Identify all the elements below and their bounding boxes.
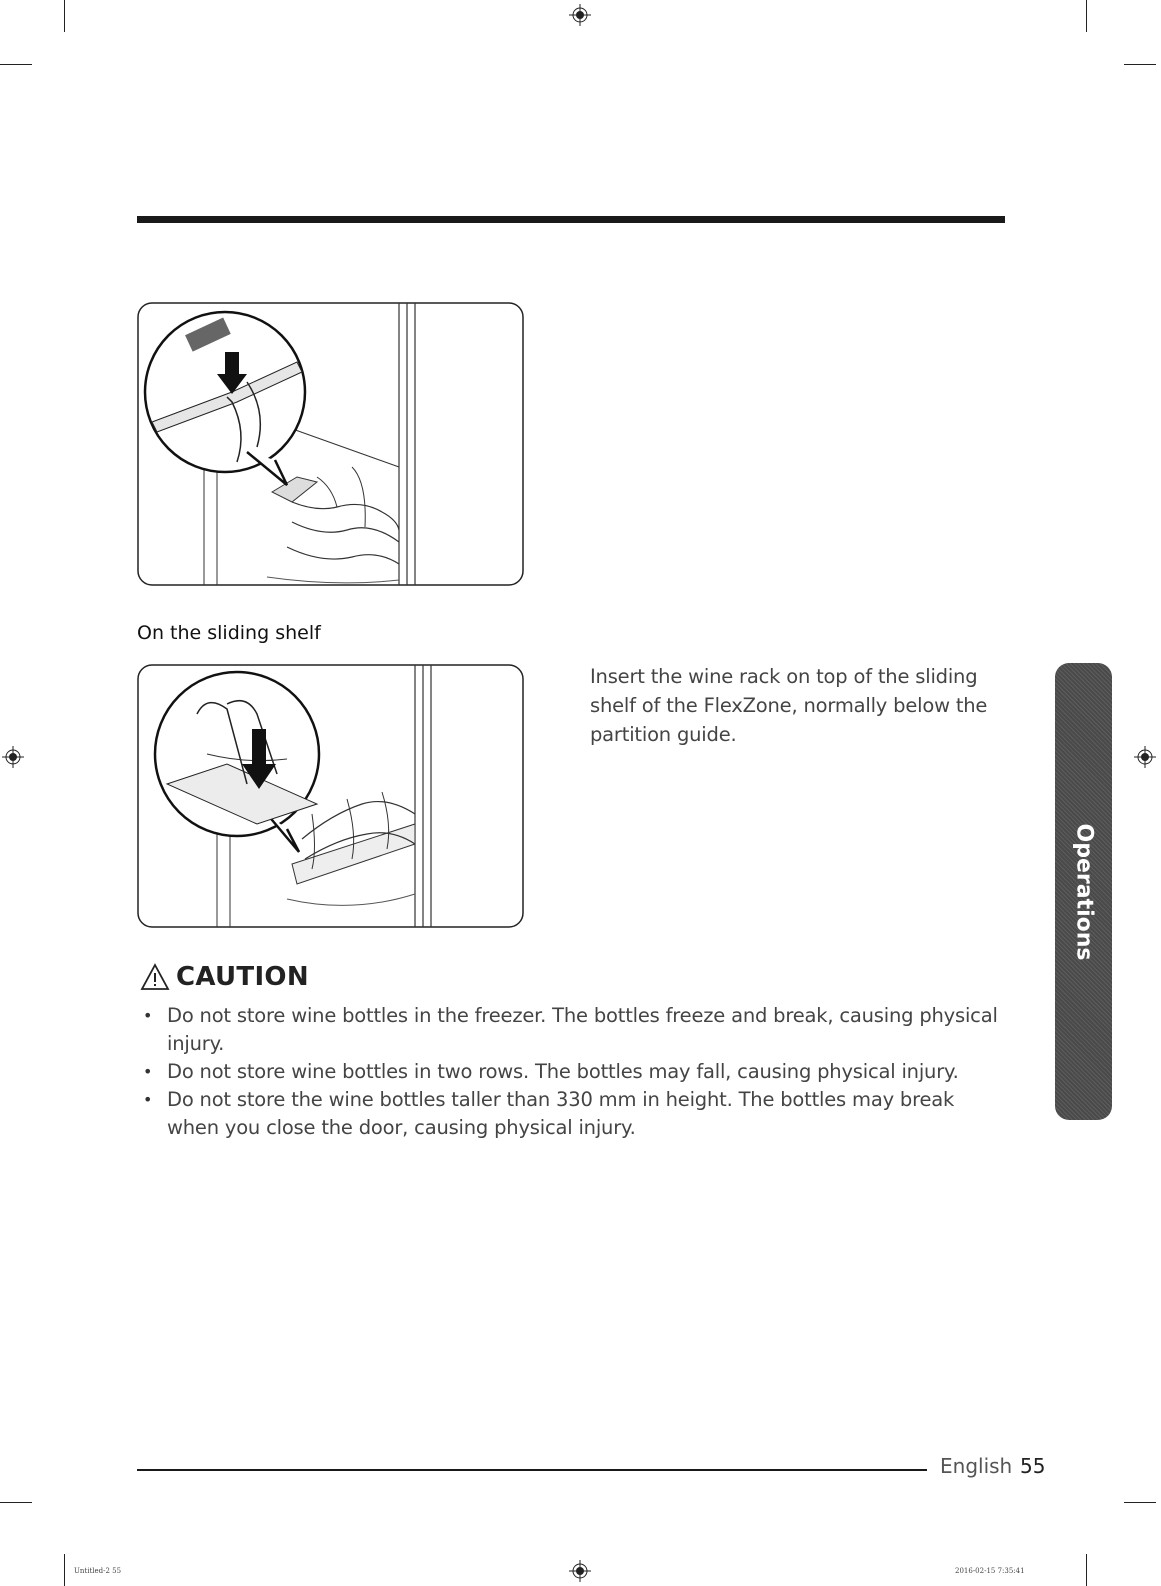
page-number: 55 [1020, 1454, 1046, 1478]
registration-mark-icon [1134, 746, 1156, 768]
caution-item: • Do not store wine bottles in two rows. The bottles may fall, causing physical injury. [140, 1058, 1010, 1086]
registration-mark-icon [2, 746, 24, 768]
instruction-text: Insert the wine rack on top of the sliding shelf of the FlexZone, normally below the partition guide. [590, 665, 988, 746]
registration-mark-icon [569, 1560, 591, 1582]
figure-caption: On the sliding shelf [137, 622, 321, 644]
crop-mark [1124, 64, 1156, 65]
footer-language: English [940, 1454, 1013, 1478]
crop-mark [0, 1502, 32, 1503]
section-tab [1055, 663, 1112, 1120]
caution-item: • Do not store wine bottles in the freezer. The bottles freeze and break, causing physical injury. [140, 1002, 1010, 1058]
crop-mark [1086, 1554, 1087, 1586]
crop-mark [64, 0, 65, 32]
crop-mark [0, 64, 32, 65]
print-slug-left: Untitled-2 55 [74, 1567, 122, 1575]
crop-mark [64, 1554, 65, 1586]
print-slug-right: 2016-02-15 7:35:41 [955, 1567, 1025, 1575]
caution-header [140, 960, 309, 994]
footer-rule [137, 1469, 927, 1471]
crop-mark [1124, 1502, 1156, 1503]
caution-item: • Do not store the wine bottles taller than 330 mm in height. The bottles may break when you close the door, causing physical injury. [140, 1086, 1010, 1142]
warning-triangle-icon [140, 963, 170, 991]
section-tab-label: Operations [1071, 823, 1096, 960]
caution-list [140, 1002, 1010, 1142]
wine-rack-sliding-shelf-illustration [137, 664, 524, 928]
registration-mark-icon [569, 4, 591, 26]
caution-title: CAUTION [176, 962, 309, 992]
section-rule [137, 216, 1005, 223]
wine-rack-shelf-illustration [137, 302, 524, 586]
crop-mark [1086, 0, 1087, 32]
